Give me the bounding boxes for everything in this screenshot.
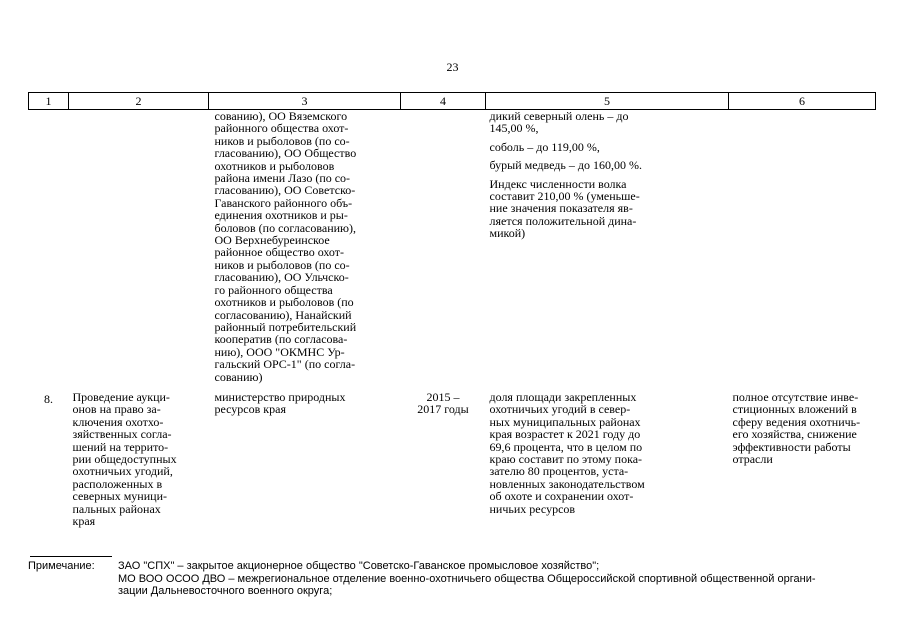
text-line: соболь – до 119,00 %, [489,139,600,154]
text-line: районный потребительский [214,319,357,334]
table-header [29,93,876,110]
text-line: охотников и рыболовов [214,158,335,173]
text-line: сферу ведения охотничь- [732,414,861,429]
text-line: ляется положительной дина- [489,213,637,228]
footnote-line: зации Дальневосточного военного округа; [118,585,333,597]
text-line: об охоте и сохранении охот- [489,489,634,504]
table-row-8 [29,391,876,527]
text-line: района имени Лазо (по со- [214,171,351,186]
text-line: ников и рыболовов (по со- [214,257,350,272]
cell-result [486,110,729,383]
text-line: районное общество охот- [214,245,345,260]
text-line: 2015 – [426,389,460,404]
footnote-line: ЗАО "СПХ" – закрытое акционерное общество "Советско-Гаванское промысловое хозяйство"; [118,560,600,572]
text-line: онов на право за- [72,402,161,417]
cell-period [401,110,486,383]
cell-consequences [729,110,876,383]
text-line: ключения охотхо- [72,414,164,429]
text-line: края возрастет к 2021 году до [489,427,641,442]
text-line: сованию) [214,369,263,384]
text-line: 145,00 %, [489,121,539,136]
text-line: ных муниципальных районах [489,414,641,429]
text-line: края [72,514,96,528]
text-line: го районного общества [214,282,333,297]
result-paragraph [490,141,725,153]
text-line: доля площади закрепленных [489,389,637,404]
text-line: Индекс численности волка [489,176,627,191]
header-cell-5: 5 [486,93,729,110]
text-line: гласованию), ОО Общество [214,146,357,161]
text-line: охотников и рыболовов (по [214,295,354,310]
page-number: 23 [446,60,459,74]
footnote [28,560,888,598]
text-line: единения охотников и ры- [214,208,348,223]
text-line: отрасли [732,451,773,466]
text-line: Проведение аукци- [72,389,170,404]
consequences-text [733,391,872,465]
text-line: Гаванского районного объ- [214,195,353,210]
text-line: ОО Верхнебуреинское [214,233,330,248]
result-paragraph [490,159,725,171]
cell-activity [69,110,209,383]
text-line: ние значения показателя яв- [489,201,633,216]
table-container [28,92,875,545]
result-paragraph [490,110,725,135]
footnote-divider [30,556,112,557]
data-table [28,92,876,527]
text-line: расположенных в [72,476,163,491]
text-line: ников и рыболовов (по со- [214,133,350,148]
text-line: охотничьих угодий в север- [489,402,631,417]
text-line: нию), ООО "ОКМНС Ур- [214,344,345,359]
text-line: сованию), ОО Вяземского [214,109,348,123]
table-row-continued [29,110,876,383]
cell-number: 8. [44,391,53,406]
cell-executors [209,391,401,527]
text-line: зяйственных согла- [72,427,172,442]
text-line: министерство природных [214,389,346,404]
text-line: охотничьих угодий, [72,464,173,479]
text-line: его хозяйства, снижение [732,427,857,442]
text-line: бурый медведь – до 160,00 %. [489,158,642,173]
text-line: шений на террито- [72,439,169,454]
text-line: согласованию), Нанайский [214,307,352,322]
header-cell-2: 2 [69,93,209,110]
text-line: зателю 80 процентов, уста- [489,464,629,479]
text-line: северных муници- [72,489,167,504]
cell-period [401,391,486,527]
text-line: боловов (по согласованию), [214,220,357,235]
text-line: ресурсов края [214,402,286,417]
text-line: новленных законодательством [489,476,645,491]
text-line: гальский ОРС-1" (по согла- [214,357,356,372]
text-line: 2017 годы [417,402,469,417]
text-line: кооператив (по согласова- [214,332,348,347]
cell-number [29,110,69,383]
text-line: рии общедоступных [72,451,177,466]
text-line: стиционных вложений в [732,402,857,417]
period-text [405,391,482,416]
text-line: районного общества охот- [214,121,349,136]
activity-text [73,391,205,527]
text-line: гласованию), ОО Ульчско- [214,270,349,285]
text-line: дикий северный олень – до [489,109,629,123]
text-line: гласованию), ОО Советско- [214,183,356,198]
text-line: полное отсутствие инве- [732,389,859,404]
text-line: микой) [489,226,526,241]
text-line: краю составит по этому пока- [489,451,643,466]
text-line: эффективности работы [732,439,851,454]
cell-consequences [729,391,876,527]
cell-activity [69,391,209,527]
cell-result [486,391,729,527]
text-line: пальных районах [72,501,161,516]
executors-text [215,110,397,383]
text-line: составит 210,00 % (уменьше- [489,189,640,204]
header-cell-4: 4 [401,93,486,110]
text-line: 69,6 процента, что в целом по [489,439,643,454]
executors-text [215,391,397,416]
header-row [29,93,876,110]
header-cell-6: 6 [729,93,876,110]
footnote-label: Примечание: [28,560,95,572]
header-cell-1: 1 [29,93,69,110]
header-cell-3: 3 [209,93,401,110]
result-paragraph [490,178,725,240]
text-line: ничьих ресурсов [489,501,576,516]
cell-executors [209,110,401,383]
footnote-line: МО ВОО ОСОО ДВО – межрегиональное отделение военно-охотничьего общества Общероссийской спортивной общественной органи- [118,572,816,585]
result-text [490,391,725,515]
